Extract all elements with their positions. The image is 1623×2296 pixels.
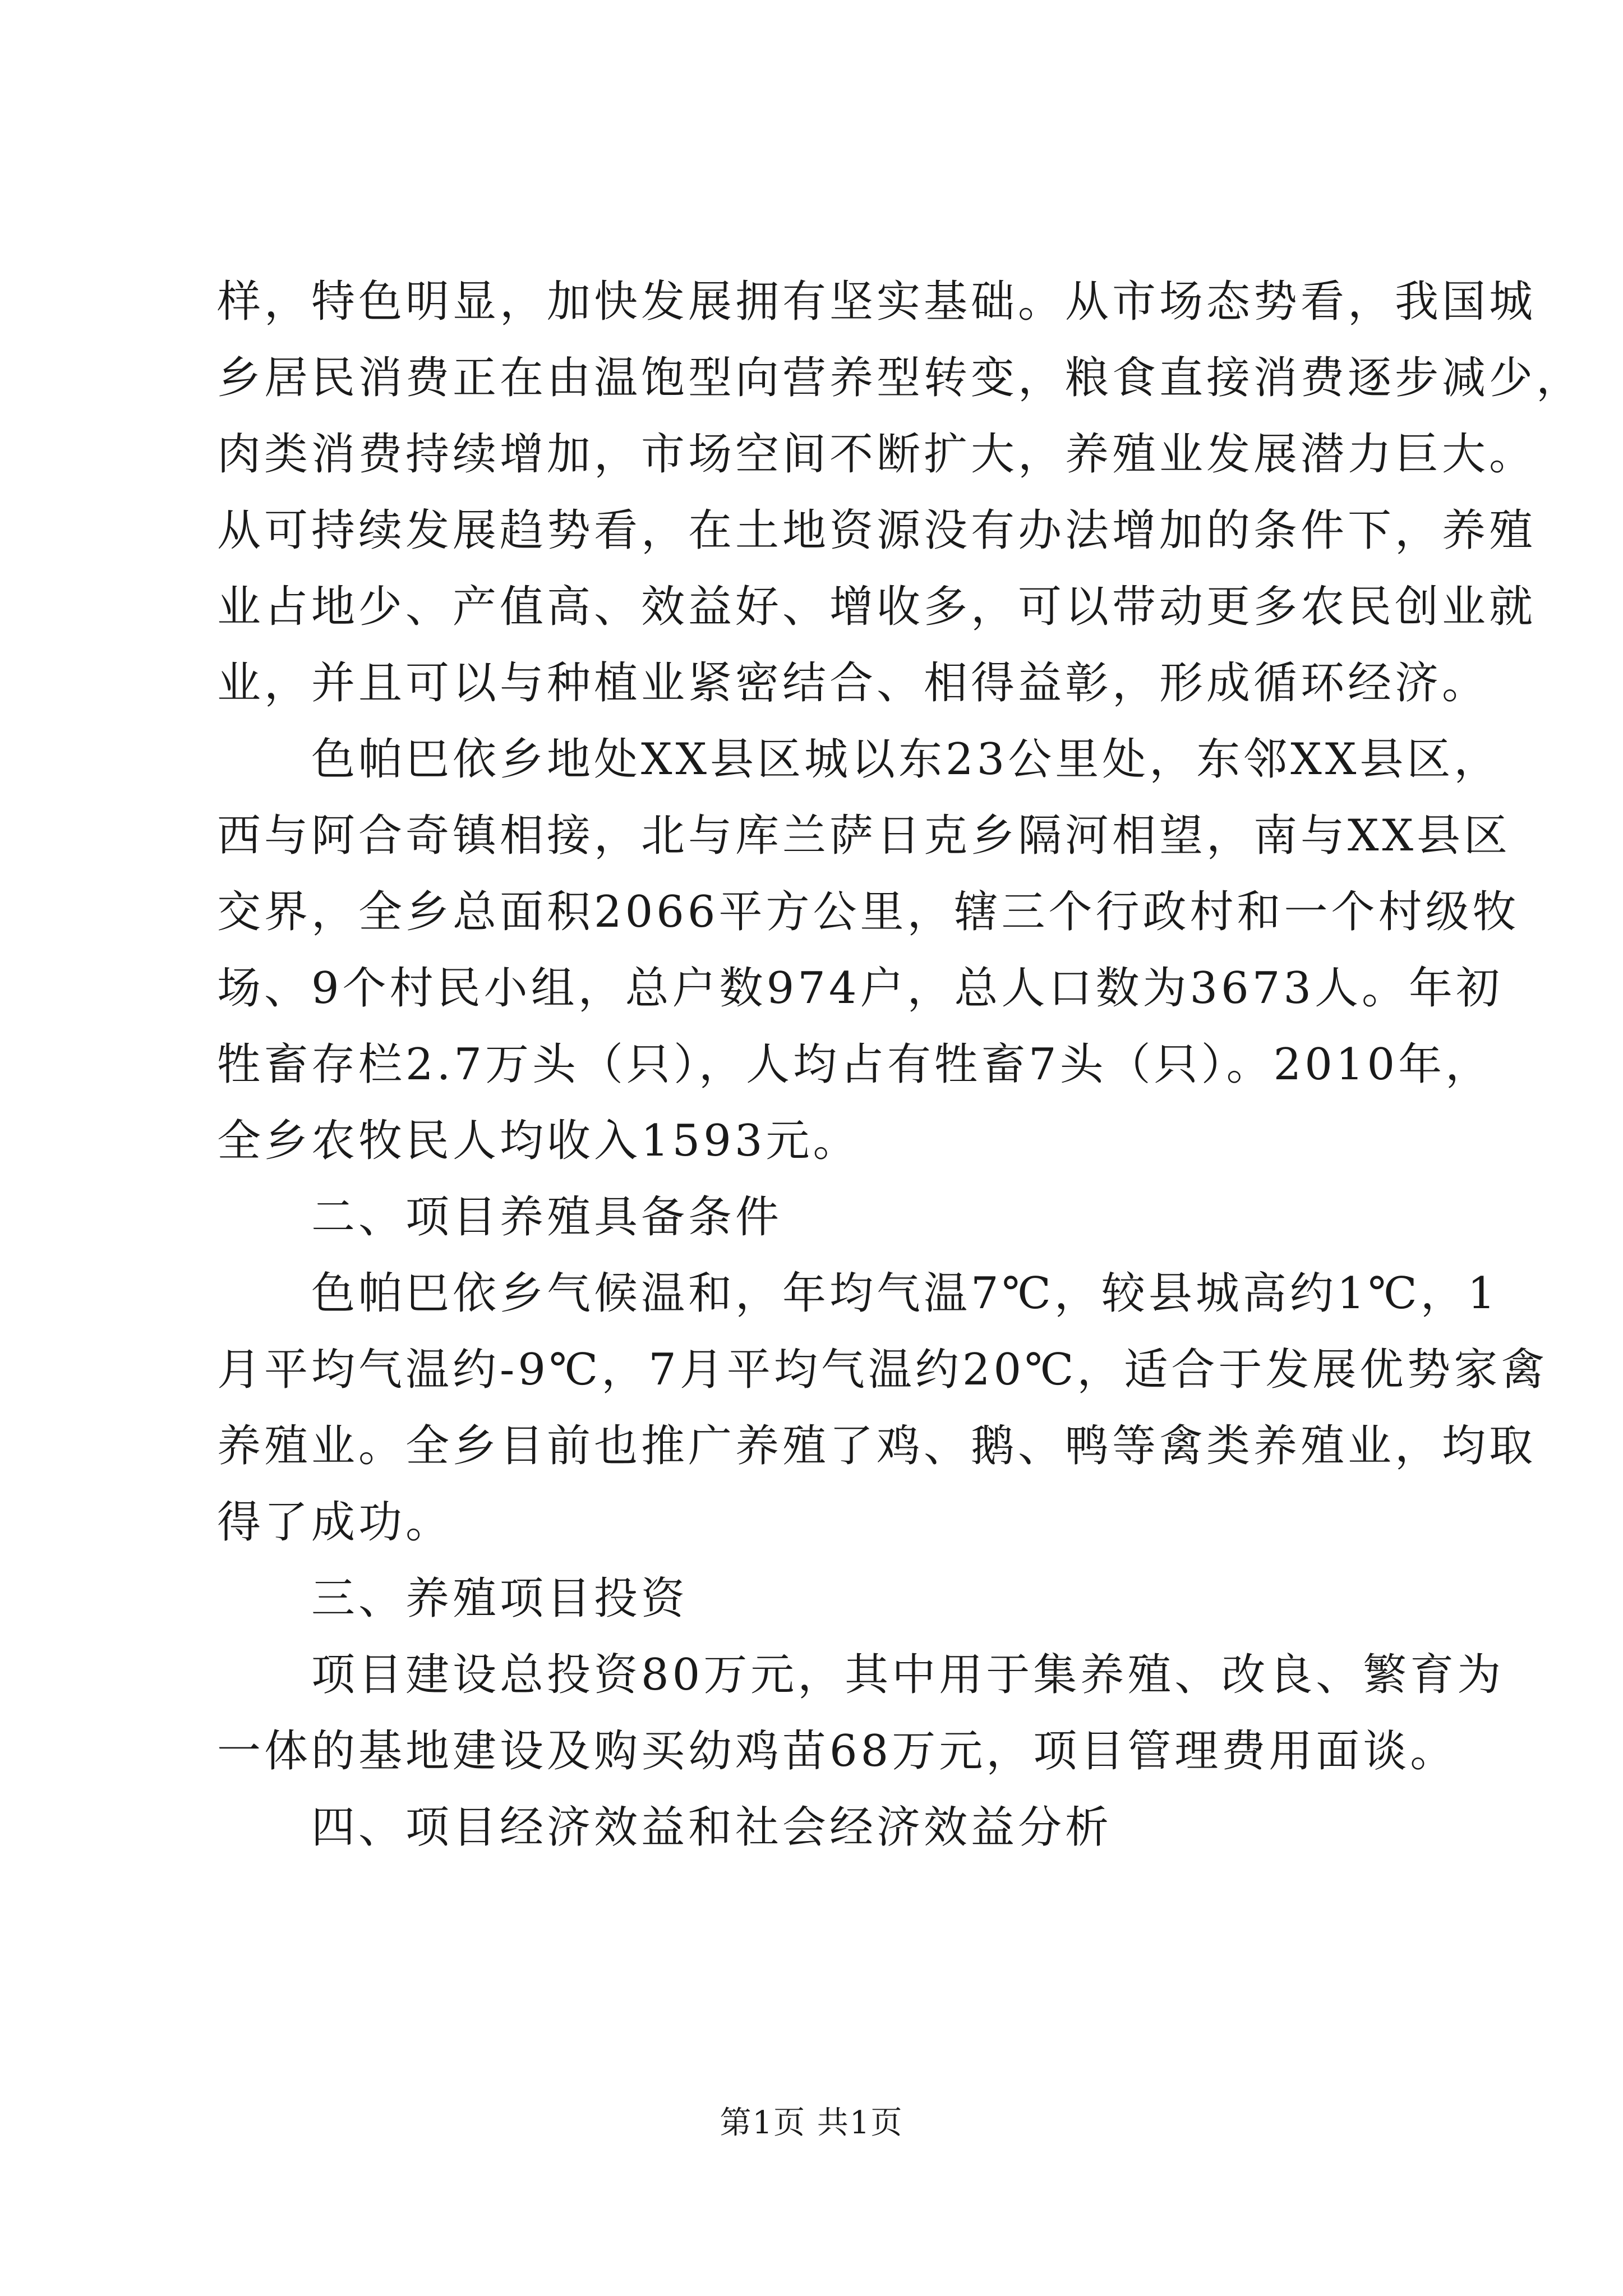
- text-line: 西与阿合奇镇相接，北与库兰萨日克乡隔河相望，南与XX县区: [217, 811, 1511, 861]
- document-body: [217, 264, 1584, 1866]
- text-line: 色帕巴依乡气候温和，年均气温7℃，较县城高约1℃，1: [217, 1268, 1499, 1319]
- text-line: 四、项目经济效益和社会经济效益分析: [217, 1802, 1113, 1853]
- text-line: 业，并且可以与种植业紧密结合、相得益彰，形成循环经济。: [217, 658, 1490, 708]
- text-line: 业占地少、产值高、效益好、增收多，可以带动更多农民创业就: [217, 582, 1537, 632]
- text-line: 养殖业。全乡目前也推广养殖了鸡、鹅、鸭等禽类养殖业，均取: [217, 1421, 1537, 1471]
- text-line: 全乡农牧民人均收入1593元。: [217, 1116, 860, 1166]
- text-line: 乡居民消费正在由温饱型向营养型转变，粮食直接消费逐步减少，: [217, 353, 1584, 403]
- text-line: 得了成功。: [217, 1497, 453, 1548]
- text-line: 样，特色明显，加快发展拥有坚实基础。从市场态势看，我国城: [217, 277, 1537, 327]
- text-line: 项目建设总投资80万元，其中用于集养殖、改良、繁育为: [217, 1650, 1505, 1700]
- text-line: 牲畜存栏2.7万头（只），人均占有牲畜7头（只）。2010年，: [217, 1039, 1493, 1090]
- text-line: 肉类消费持续增加，市场空间不断扩大，养殖业发展潜力巨大。: [217, 429, 1537, 480]
- text-line: 色帕巴依乡地处XX县区城以东23公里处，东邻XX县区，: [217, 734, 1501, 785]
- text-line: 从可持续发展趋势看，在土地资源没有办法增加的条件下，养殖: [217, 505, 1537, 556]
- text-line: 三、养殖项目投资: [217, 1573, 689, 1624]
- text-line: 月平均气温约-9℃，7月平均气温约20℃，适合于发展优势家禽: [217, 1345, 1548, 1395]
- text-line: 一体的基地建设及购买幼鸡苗68万元，项目管理费用面谈。: [217, 1726, 1458, 1777]
- text-line: 交界，全乡总面积2066平方公里，辖三个行政村和一个村级牧: [217, 887, 1520, 937]
- text-line: 二、项目养殖具备条件: [217, 1192, 783, 1243]
- text-line: 场、9个村民小组，总户数974户，总人口数为3673人。年初: [217, 963, 1504, 1014]
- page-footer: 第1页 共1页: [720, 2105, 903, 2141]
